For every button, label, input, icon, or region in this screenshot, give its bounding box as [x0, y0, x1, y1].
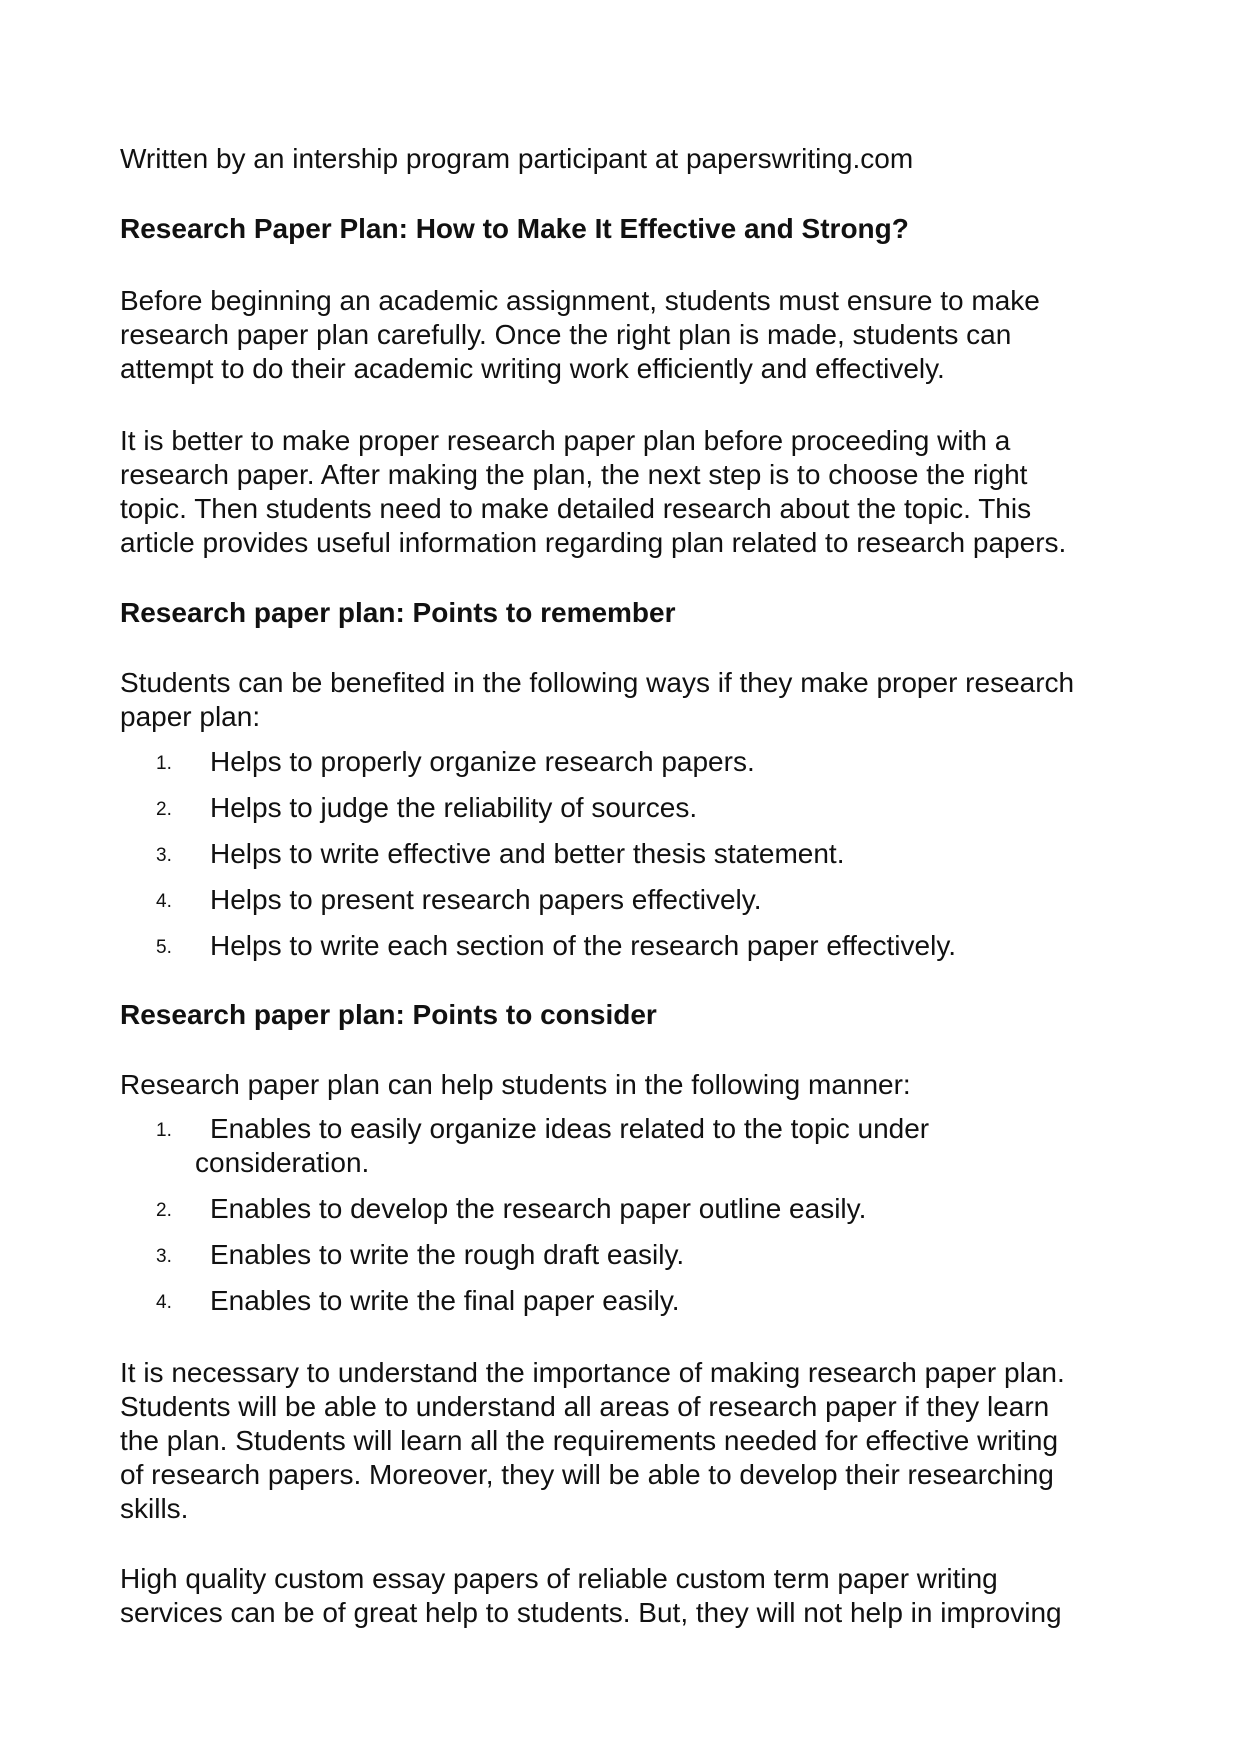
intro-paragraph-1 [120, 284, 1140, 386]
list-number: 2. [156, 799, 172, 820]
list-item: Enables to develop the research paper outline easily. [210, 1193, 867, 1224]
section-2-lead: Research paper plan can help students in the following manner: [120, 1069, 911, 1100]
text-line: Students will be able to understand all areas of research paper if they learn [120, 1391, 1050, 1422]
byline: Written by an intership program participant at paperswriting.com [120, 143, 914, 174]
section-1-heading: Research paper plan: Points to remember [120, 597, 676, 628]
section-2-heading: Research paper plan: Points to consider [120, 999, 657, 1030]
closing-paragraph-2 [120, 1562, 1140, 1630]
list-number: 3. [156, 1246, 172, 1267]
list-item: Enables to easily organize ideas related to the topic under [210, 1113, 930, 1144]
list-number: 4. [156, 1292, 172, 1313]
list-item: Helps to properly organize research papers. [210, 746, 755, 777]
text-line: the plan. Students will learn all the requirements needed for effective writing [120, 1425, 1059, 1456]
document-title: Research Paper Plan: How to Make It Effective and Strong? [120, 213, 909, 244]
text-line: skills. [120, 1493, 189, 1524]
text-line: High quality custom essay papers of reliable custom term paper writing [120, 1563, 998, 1594]
list-item: Enables to write the rough draft easily. [210, 1239, 685, 1270]
text-line: topic. Then students need to make detailed research about the topic. This [120, 493, 1032, 524]
list-number: 2. [156, 1200, 172, 1221]
intro-paragraph-2 [120, 424, 1140, 560]
text-line: paper plan: [120, 701, 261, 732]
list-number: 4. [156, 891, 172, 912]
closing-paragraph-1 [120, 1356, 1140, 1526]
text-line: research paper plan carefully. Once the right plan is made, students can [120, 319, 1012, 350]
list-number: 3. [156, 845, 172, 866]
list-item: Helps to write effective and better thesis statement. [210, 838, 845, 869]
text-line: of research papers. Moreover, they will be able to develop their researching [120, 1459, 1054, 1490]
list-item-continuation: consideration. [195, 1147, 370, 1178]
text-line: Before beginning an academic assignment, students must ensure to make [120, 285, 1040, 316]
text-line: article provides useful information regarding plan related to research papers. [120, 527, 1067, 558]
text-line: It is better to make proper research paper plan before proceeding with a [120, 425, 1011, 456]
list-item: Helps to write each section of the research paper effectively. [210, 930, 957, 961]
text-line: It is necessary to understand the importance of making research paper plan. [120, 1357, 1065, 1388]
text-line: attempt to do their academic writing work efficiently and effectively. [120, 353, 945, 384]
list-number: 1. [156, 1120, 172, 1141]
list-number: 1. [156, 753, 172, 774]
list-item: Helps to present research papers effectively. [210, 884, 762, 915]
text-line: services can be of great help to students. But, they will not help in improving [120, 1597, 1062, 1628]
list-number: 5. [156, 937, 172, 958]
list-item: Helps to judge the reliability of sources. [210, 792, 698, 823]
list-item: Enables to write the final paper easily. [210, 1285, 680, 1316]
text-line: Students can be benefited in the following ways if they make proper research [120, 667, 1075, 698]
text-line: research paper. After making the plan, the next step is to choose the right [120, 459, 1028, 490]
section-1-lead [120, 666, 1140, 734]
